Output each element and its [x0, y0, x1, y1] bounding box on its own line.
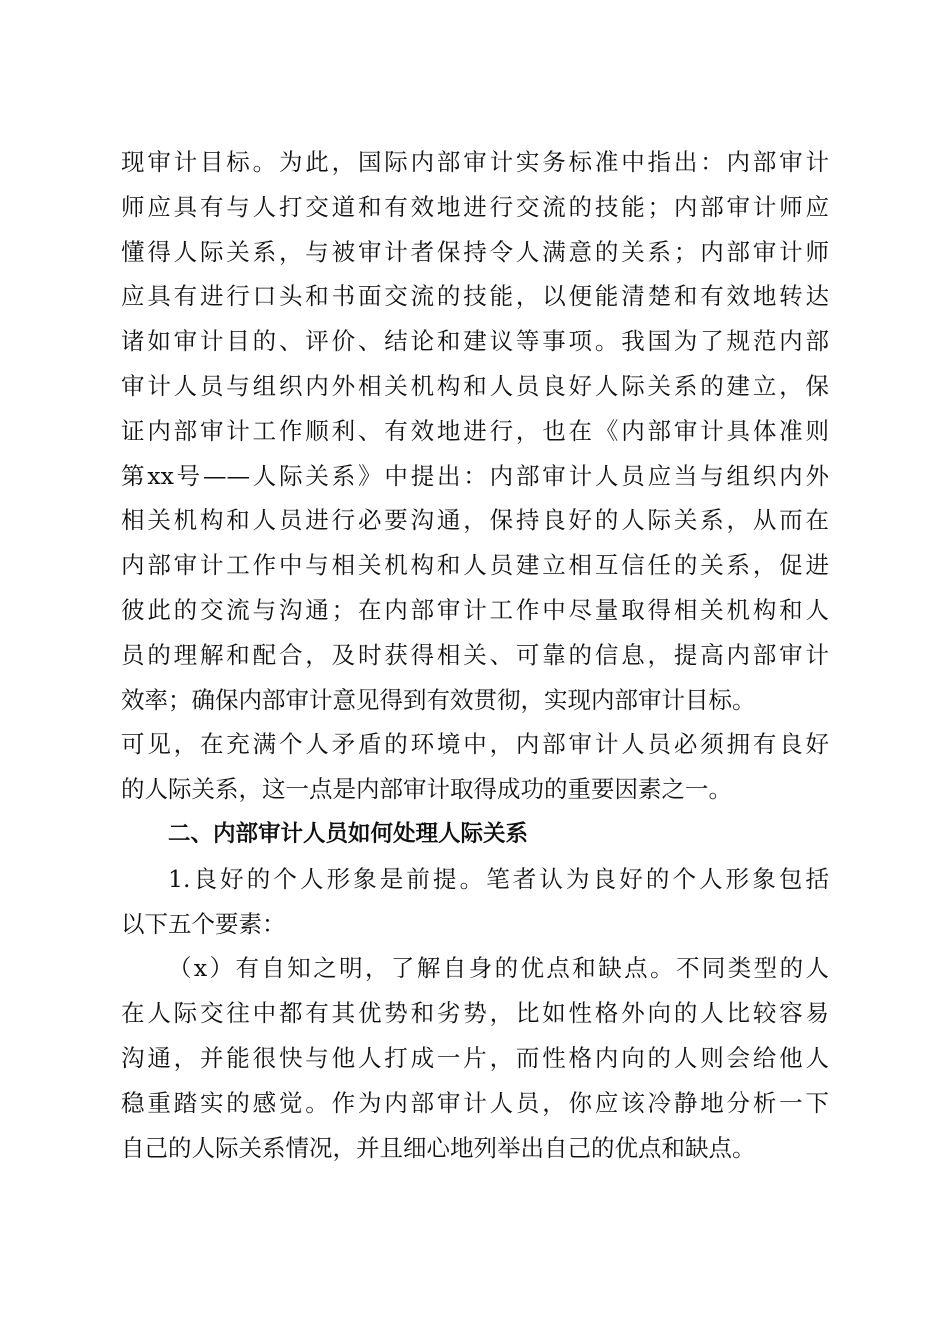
text-line: （x）有自知之明，了解自身的优点和缺点。不同类型的人 [168, 954, 829, 983]
text-line: 自己的人际关系情况，并且细心地列举出自己的优点和缺点。 [121, 1133, 756, 1162]
text-line: 审计人员与组织内外相关机构和人员良好人际关系的建立，保 [121, 371, 829, 400]
text-line: 稳重踏实的感觉。作为内部审计人员，你应该冷静地分析一下 [121, 1088, 829, 1117]
text-line: 现审计目标。为此，国际内部审计实务标准中指出：内部审计 [121, 148, 829, 176]
text-line: 员的理解和配合，及时获得相关、可靠的信息，提高内部审计 [121, 640, 829, 669]
text-line: 1.良好的个人形象是前提。笔者认为良好的个人形象包括 [168, 864, 829, 893]
section-heading: 二、内部审计人员如何处理人际关系 [168, 820, 529, 847]
text-line: 彼此的交流与沟通；在内部审计工作中尽量取得相关机构和人 [121, 595, 829, 624]
document-body [121, 140, 829, 1170]
text-line: 证内部审计工作顺利、有效地进行，也在《内部审计具体准则 [121, 416, 829, 445]
text-line: 懂得人际关系，与被审计者保持令人满意的关系；内部审计师 [121, 237, 829, 266]
text-line: 在人际交往中都有其优势和劣势，比如性格外向的人比较容易 [121, 999, 829, 1028]
text-line: 内部审计工作中与相关机构和人员建立相互信任的关系，促进 [121, 551, 829, 580]
text-line: 诸如审计目的、评价、结论和建议等事项。我国为了规范内部 [121, 327, 829, 356]
text-line: 第xx号——人际关系》中提出：内部审计人员应当与组织内外 [121, 461, 829, 490]
text-line: 应具有进行口头和书面交流的技能，以便能清楚和有效地转达 [121, 282, 829, 311]
text-line: 以下五个要素： [121, 909, 286, 938]
text-line: 效率；确保内部审计意见得到有效贯彻，实现内部审计目标。 [121, 685, 756, 714]
text-line: 相关机构和人员进行必要沟通，保持良好的人际关系，从而在 [121, 506, 829, 535]
text-line: 沟通，并能很快与他人打成一片，而性格内向的人则会给他人 [121, 1043, 829, 1072]
text-line: 师应具有与人打交道和有效地进行交流的技能；内部审计师应 [121, 192, 829, 221]
text-line: 的人际关系，这一点是内部审计取得成功的重要因素之一。 [121, 775, 732, 804]
text-line: 可见，在充满个人矛盾的环境中，内部审计人员必须拥有良好 [121, 730, 829, 759]
